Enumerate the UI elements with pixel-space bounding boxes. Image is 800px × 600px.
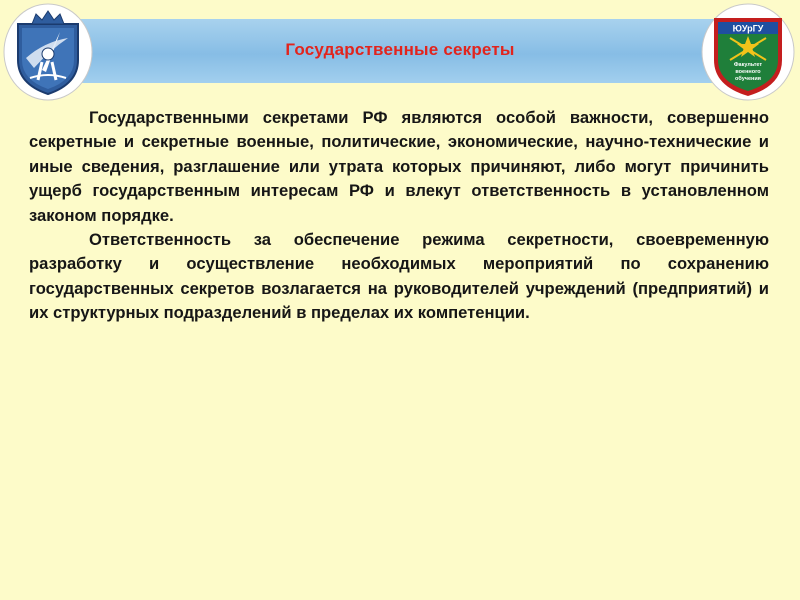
military-faculty-shield-icon <box>700 2 796 102</box>
right-logo-line-4: обучения <box>735 76 761 82</box>
page-title: Государственные секреты <box>285 40 515 59</box>
paragraph-2: Ответственность за обеспечение режима секретности, своевременную разработку и осуществление необходимых мероприятий по сохранению государственных секретов возлагается на руководителей учреждений (предприятий) и их структурных подразделений в пределах их компетенции. <box>29 230 769 323</box>
susu-shield-emblem-icon <box>2 2 94 102</box>
paragraph-1: Государственными секретами РФ являются особой важности, совершенно секретные и секретные военные, политические, экономические, научно-технические и иные сведения, разглашение или утрата которых причиняют, либо могут причинить ущерб государственным интересам РФ и влекут ответственность в установленном законом порядке. <box>29 108 769 225</box>
right-logo-line-2: Факультет <box>733 62 763 68</box>
right-logo-line-1: ЮУрГУ <box>732 23 764 34</box>
right-logo-line-3: военного <box>735 69 761 75</box>
header-band <box>28 19 772 83</box>
body-text <box>29 106 769 326</box>
